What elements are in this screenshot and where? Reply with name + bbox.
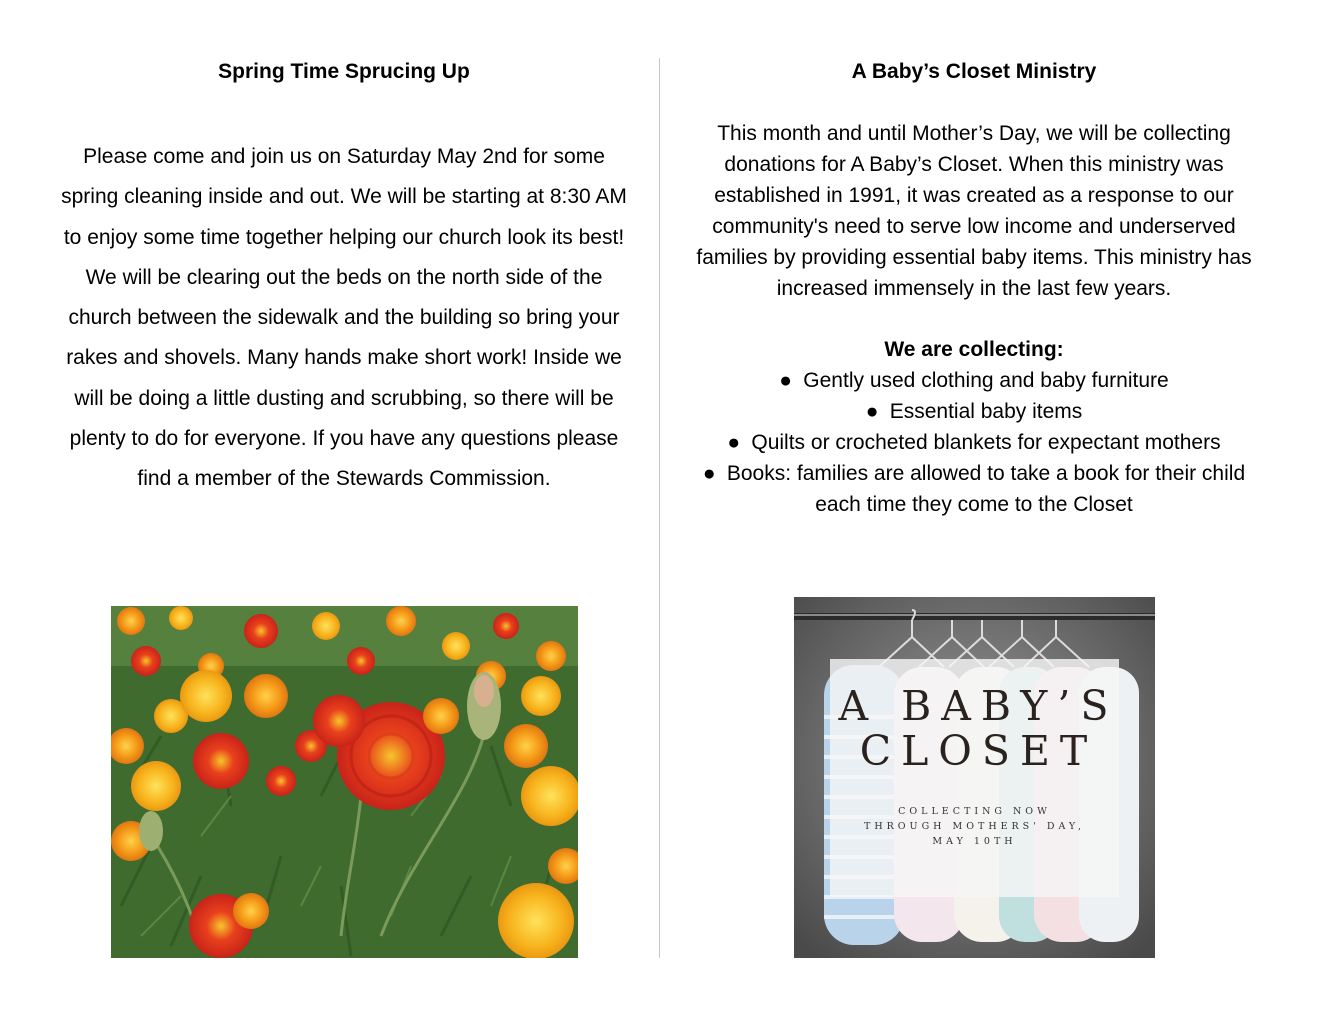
list-item: ● Books: families are allowed to take a book for their child each time they come to the Closet <box>686 458 1262 520</box>
collecting-list <box>686 365 1262 520</box>
list-item: ● Quilts or crocheted blankets for expectant mothers <box>686 427 1262 458</box>
bullet-icon: ● <box>702 462 716 485</box>
marigold-illustration <box>111 606 578 958</box>
closet-section <box>686 56 1262 520</box>
spring-section <box>55 56 633 500</box>
closet-heading: A Baby’s Closet Ministry <box>851 60 1097 83</box>
list-item: ● Gently used clothing and baby furniture <box>686 365 1262 396</box>
closet-body: This month and until Mother’s Day, we will be collecting donations for A Baby’s Closet. When this ministry was established in 1991, it was created as a response to our community's need to serve low income and underserved families by providing essential baby items. This ministry has increased immensely in the last few years. <box>696 122 1252 300</box>
spring-body: Please come and join us on Saturday May 2nd for some spring cleaning inside and out. We will be starting at 8:30 AM to enjoy some time together helping our church look its best! We will be clearing out the beds on the north side of the church between the sidewalk and the building so bring your rakes and shovels. Many hands make short work! Inside we will be doing a little dusting and scrubbing, so there will be plenty to do for everyone. If you have any questions please find a member of the Stewards Commission. <box>61 145 627 491</box>
collecting-heading: We are collecting: <box>884 338 1064 361</box>
closet-subtitle: COLLECTING NOW THROUGH MOTHERS' DAY, MAY 10TH <box>864 806 1085 847</box>
marigold-photo <box>111 606 578 958</box>
closet-title: A BABY’S CLOSET <box>838 682 1119 775</box>
list-item: ● Essential baby items <box>686 396 1262 427</box>
bullet-icon: ● <box>865 400 879 423</box>
bullet-icon: ● <box>779 369 792 392</box>
column-divider <box>659 58 660 958</box>
closet-title-panel <box>830 659 1119 897</box>
spring-heading: Spring Time Sprucing Up <box>218 60 470 83</box>
babys-closet-graphic <box>794 597 1155 958</box>
bullet-icon: ● <box>727 431 741 454</box>
